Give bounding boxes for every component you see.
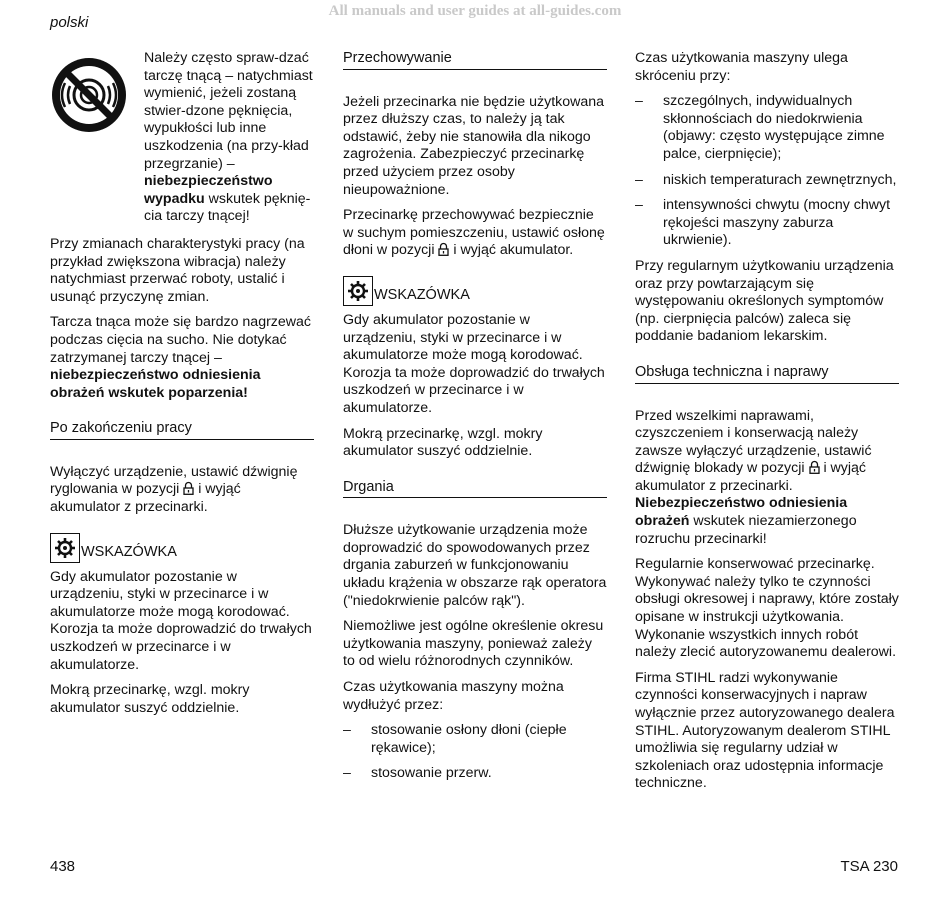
paragraph: Przy regularnym użytkowaniu urządzenia oraz przy powtarzającym się występowaniu określonych symptomów (np. cierpnięcia palców) zaleca się poddanie badaniom lekarskim. <box>635 257 894 345</box>
paragraph: Czas użytkowania maszyny można wydłużyć przez: <box>343 679 564 713</box>
note-box <box>343 276 607 306</box>
intro-text: Należy często spraw-dzać tarczę tnącą – natychmiast wymienić, jeżeli zostaną stwier-dzone pęknięcia, wypukłości lub inne uszkodzenia (na przy-kład przegrzanie) – niebezpieczeństwo wypadku wskutek pęknię-cia tarczy tnącej! <box>144 50 313 225</box>
note-label: WSKAZÓWKA <box>374 287 470 304</box>
note-box <box>50 533 314 563</box>
column-3 <box>635 50 899 801</box>
gear-note-icon <box>50 533 80 563</box>
padlock-icon <box>183 481 194 495</box>
paragraph: Mokrą przecinarkę, wzgl. mokry akumulator suszyć oddzielnie. <box>50 682 250 716</box>
paragraph: Czas użytkowania maszyny ulega skróceniu przy: <box>635 50 848 84</box>
paragraph: Gdy akumulator pozostanie w urządzeniu, styki w przecinarce i w akumulatorze może mogą korodować. Korozja ta może doprowadzić do trwałych uszkodzeń w przecinarce i w akumulatorze. <box>50 568 312 673</box>
paragraph: Mokrą przecinarkę, wzgl. mokry akumulator suszyć oddzielnie. <box>343 425 543 460</box>
paragraph: Niemożliwe jest ogólne określenie okresu użytkowania maszyny, ponieważ zależy to od wielu różnorodnych czynników. <box>343 618 604 670</box>
section-heading: Obsługa techniczna i naprawy <box>635 364 899 384</box>
gear-note-icon <box>343 276 373 306</box>
language-label: polski <box>50 14 89 31</box>
column-2 <box>343 50 607 791</box>
intro-block <box>50 50 314 236</box>
list-item: – szczególnych, indywidualnych skłonnościach do niedokrwienia (objawy: często występujące zimne palce, cierpnięcie); <box>635 93 885 162</box>
section-heading: Przechowywanie <box>343 50 607 70</box>
paragraph: Jeżeli przecinarka nie będzie użytkowana przez dłuższy czas, to należy ją tak odstawić, żeby nie stanowiła dla nikogo zagrożenia. Zabezpieczyć przecinarkę przed użyciem przez osoby nieupoważnione. <box>343 93 605 198</box>
paragraph: Przy zmianach charakterystyki pracy (na przykład zwiększona wibracja) należy natychmiast przerwać roboty, ustalić i usunąć przyczynę zmian. <box>50 235 305 305</box>
paragraph: Firma STIHL radzi wykonywanie czynności konserwacyjnych i napraw wyłącznie przez autoryzowanego dealera STIHL. Autoryzowanym dealerom STIHL umożliwia się regularny udział w szkoleniach oraz udostępnia informacje techniczne. <box>635 669 895 792</box>
paragraph: Tarcza tnąca może się bardzo nagrzewać podczas cięcia na sucho. Nie dotykać zatrzymanej tarczy tnącej – niebezpieczeństwo odniesienia obrażeń wskutek poparzenia! <box>50 314 312 401</box>
note-label: WSKAZÓWKA <box>81 544 177 561</box>
section-heading: Po zakończeniu pracy <box>50 420 314 440</box>
watermark: All manuals and user guides at all-guides.com <box>328 3 622 19</box>
paragraph: Przecinarkę przechowywać bezpiecznie w suchym pomieszczeniu, ustawić osłonę dłoni w pozycji i wyjąć akumulator. <box>343 207 605 259</box>
list-item: – intensywności chwytu (mocny chwyt rękojeści maszyny zaburza ukrwienie). <box>635 197 891 249</box>
padlock-icon <box>438 242 449 256</box>
paragraph: Gdy akumulator pozostanie w urządzeniu, styki w przecinarce i w akumulatorze może mogą korodować. Korozja ta może doprowadzić do trwałych uszkodzeń w przecinarce i w akumulatorze. <box>343 311 605 416</box>
paragraph: Dłuższe użytkowanie urządzenia może doprowadzić do spowodowanych przez drgania zaburzeń w funkcjonowaniu układu krążenia w obszarze rąk operatora ("niedokrwienie palców rąk"). <box>343 522 607 609</box>
model-name: TSA 230 <box>840 858 898 875</box>
no-contact-sign-icon <box>50 56 128 134</box>
padlock-icon <box>809 460 820 474</box>
list-item: – niskich temperaturach zewnętrznych, <box>635 171 897 188</box>
column-1 <box>50 50 314 725</box>
list-item: – stosowanie osłony dłoni (ciepłe rękawice); <box>343 722 567 756</box>
list-item: – stosowanie przerw. <box>343 765 492 782</box>
paragraph: Przed wszelkimi naprawami, czyszczeniem i konserwacją należy zawsze wyłączyć urządzenie, ustawić dźwignię blokady w pozycji i wyjąć akumulator z przecinarki. Niebezpieczeństwo odniesienia obrażeń wskutek niezamierzonego rozruchu przecinarki! <box>635 407 872 547</box>
paragraph: Regularnie konserwować przecinarkę. Wykonywać należy tylko te czynności obsługi okresowej i naprawy, które zostały opisane w instrukcji użytkowania. Wykonanie wszystkich innych robót należy zlecić autoryzowanemu dealerowi. <box>635 556 899 661</box>
page-number: 438 <box>50 858 76 875</box>
paragraph: Wyłączyć urządzenie, ustawić dźwignię ryglowania w pozycji i wyjąć akumulator z przecinarki. <box>50 463 298 516</box>
section-heading: Drgania <box>343 479 607 499</box>
